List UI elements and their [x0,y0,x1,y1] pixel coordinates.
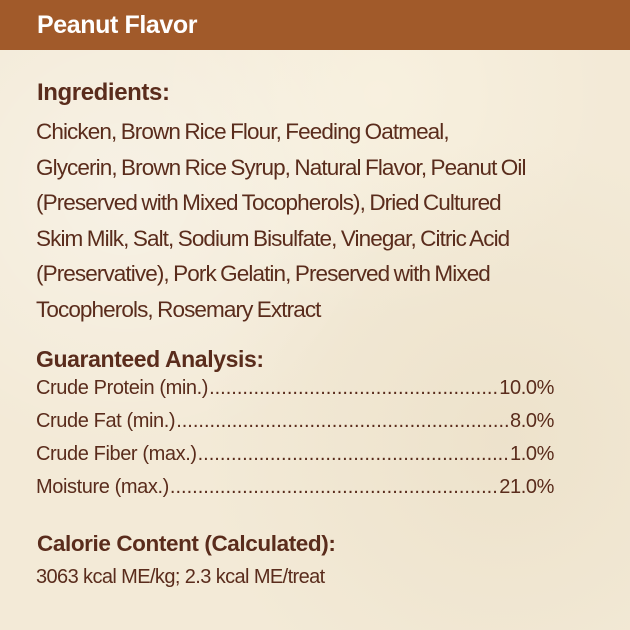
analysis-label: Crude Fat (min.) [36,410,176,432]
calorie-content-text: 3063 kcal ME/kg; 2.3 kcal ME/treat [36,566,325,588]
ingredients-text [36,114,601,327]
calorie-content-heading: Calorie Content (Calculated): [37,531,336,556]
analysis-value: 8.0% [510,410,554,432]
header-bar [0,0,630,50]
analysis-row-moisture [36,476,554,509]
analysis-value: 21.0% [499,476,554,498]
ingredients-line: (Preservative), Pork Gelatin, Preserved with Mixed [36,261,490,286]
analysis-label: Crude Fiber (max.) [36,443,197,465]
ingredients-line: Skim Milk, Salt, Sodium Bisulfate, Vinegar, Citric Acid [36,225,510,251]
analysis-row-crude-protein [36,377,554,410]
ingredients-line: Chicken, Brown Rice Flour, Feeding Oatmeal, [36,119,449,144]
dot-leader [176,410,509,433]
guaranteed-analysis-table [36,377,554,509]
analysis-label: Moisture (max.) [36,476,169,498]
dot-leader [198,443,509,466]
analysis-row-crude-fat [36,410,554,443]
ingredients-line: Glycerin, Brown Rice Syrup, Natural Flavor, Peanut Oil [36,154,526,180]
dot-leader [209,377,498,400]
page-title: Peanut Flavor [37,11,198,39]
analysis-value: 10.0% [499,377,554,399]
ingredients-line: (Preserved with Mixed Tocopherols), Dried Cultured [36,190,501,215]
analysis-label: Crude Protein (min.) [36,377,209,399]
analysis-row-crude-fiber [36,443,554,476]
dot-leader [170,476,498,499]
ingredients-line: Tocopherols, Rosemary Extract [36,296,321,322]
analysis-value: 1.0% [510,443,554,465]
ingredients-heading: Ingredients: [37,79,170,106]
guaranteed-analysis-heading: Guaranteed Analysis: [36,346,264,372]
